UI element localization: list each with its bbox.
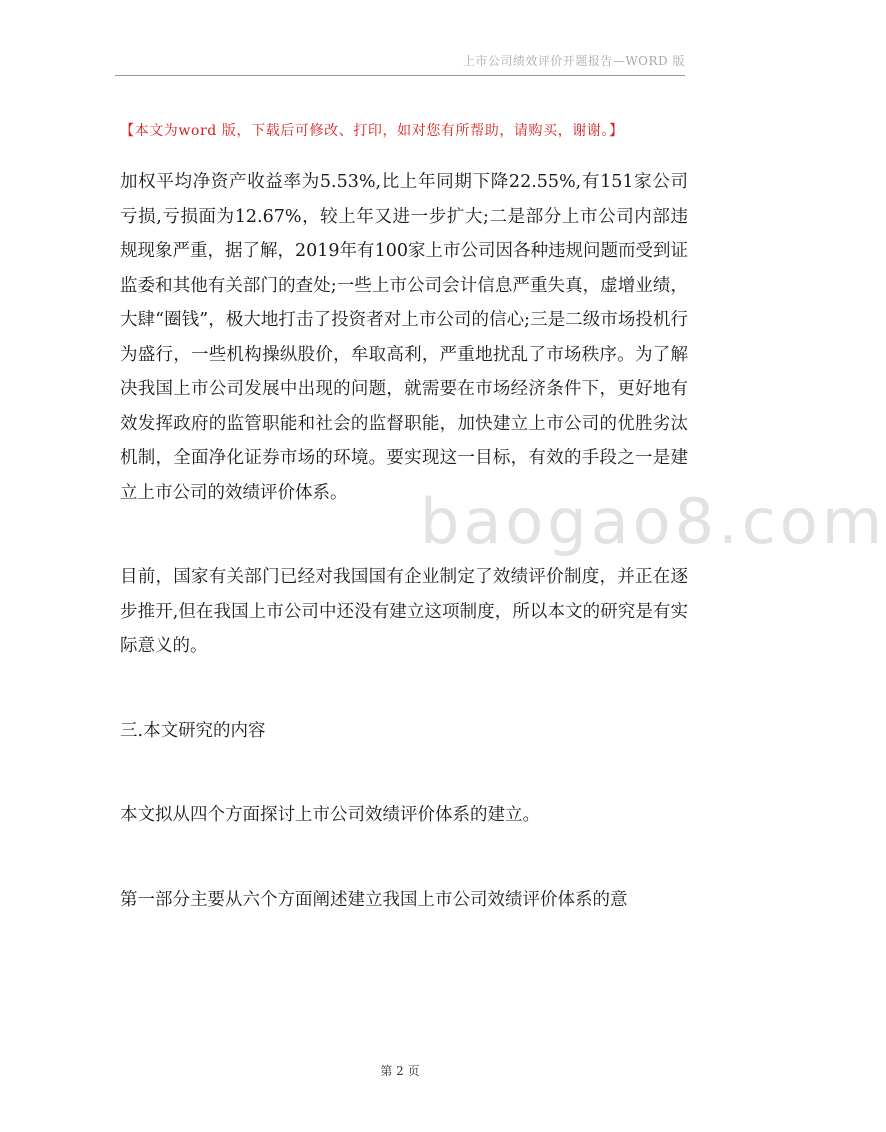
paragraph-current-status: 目前，国家有关部门已经对我国国有企业制定了效绩评价制度，并正在逐步推开,但在我国上市公司中还没有建立这项制度，所以本文的研究是有实际意义的。 <box>120 567 688 656</box>
document-body <box>120 165 688 917</box>
purchase-notice: 【本文为word 版，下载后可修改、打印，如对您有所帮助，请购买，谢谢。】 <box>120 123 624 139</box>
paragraph-overview: 本文拟从四个方面探讨上市公司效绩评价体系的建立。 <box>120 805 540 825</box>
header-rule <box>115 75 685 76</box>
paragraph-performance-issues: 加权平均净资产收益率为5.53%,比上年同期下降22.55%,有151家公司亏损,亏损面为12.67%，较上年又进一步扩大;二是部分上市公司内部违规现象严重，据了解，2019年有100家上市公司因各种违规问题而受到证监委和其他有关部门的查处;一些上市公司会计信息严重失真，虚增业绩，大肆“圈钱”，极大地打击了投资者对上市公司的信心;三是二级市场投机行为盛行，一些机构操纵股价，牟取高利，严重地扰乱了市场秩序。为了解决我国上市公司发展中出现的问题，就需要在市场经济条件下，更好地有效发挥政府的监管职能和社会的监督职能，加快建立上市公司的优胜劣汰机制，全面净化证券市场的环境。要实现这一目标，有效的手段之一是建立上市公司的效绩评价体系。 <box>120 172 688 503</box>
running-header: 上市公司绩效评价开题报告—WORD 版 <box>462 54 685 68</box>
page-number: 第 2 页 <box>380 1064 420 1078</box>
section-heading: 三.本文研究的内容 <box>120 720 266 741</box>
paragraph-part-one: 第一部分主要从六个方面阐述建立我国上市公司效绩评价体系的意 <box>120 889 628 910</box>
watermark: baogao8.com <box>420 485 886 558</box>
